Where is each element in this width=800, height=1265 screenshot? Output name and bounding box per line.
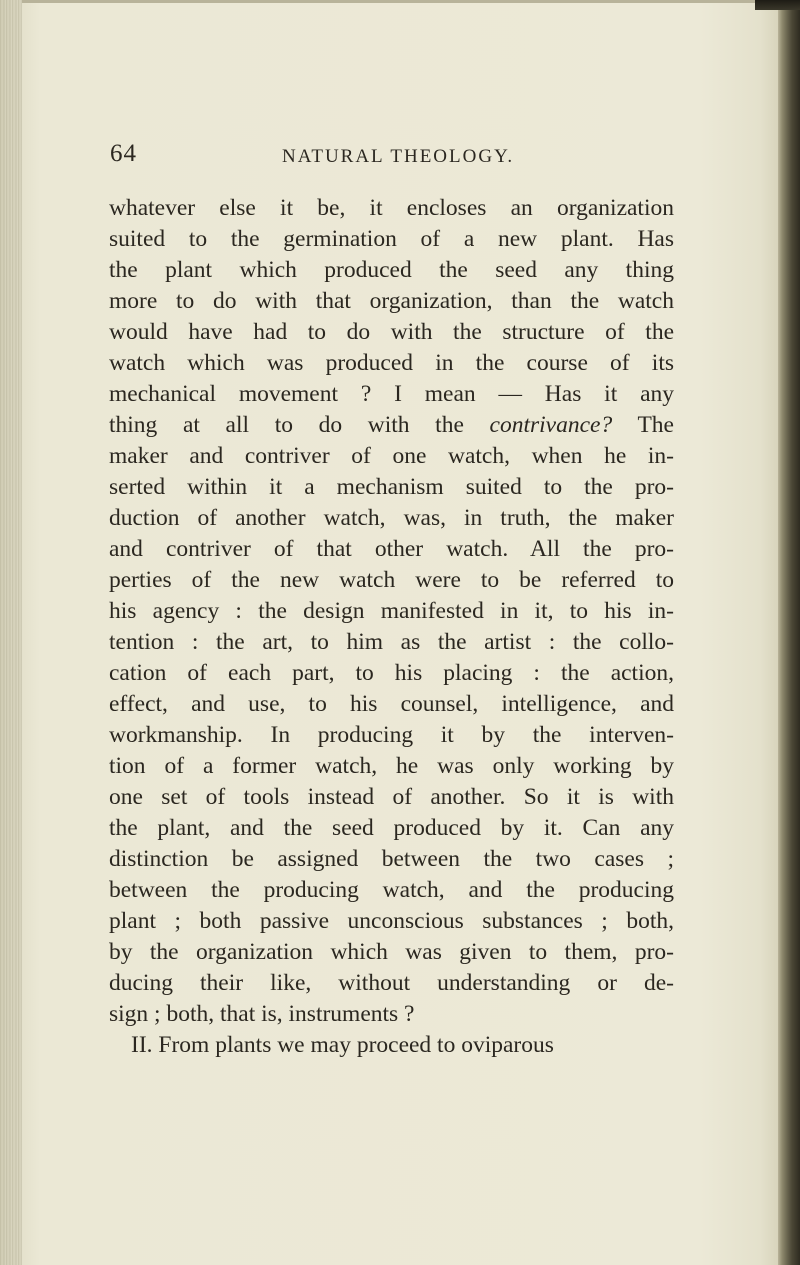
text-line: sign ; both, that is, instruments ? [109, 1001, 415, 1027]
text-line [109, 410, 674, 441]
text-line: maker and contriver of one watch, when he in- [109, 443, 674, 469]
text-line: the plant which produced the seed any thing [109, 257, 674, 283]
text-line: his agency : the design manifested in it, to his in- [109, 598, 674, 624]
emphasis-contrivance: contrivance? [489, 412, 613, 438]
text-line: distinction be assigned between the two cases ; [109, 846, 674, 872]
text-line: II. From plants we may proceed to oviparous [131, 1032, 554, 1058]
page-header [110, 140, 710, 170]
text-line: more to do with that organization, than the watch [109, 288, 674, 314]
text-line: effect, and use, to his counsel, intelligence, and [109, 691, 674, 717]
text-line: would have had to do with the structure of the [109, 319, 674, 345]
text-line: one set of tools instead of another. So it is with [109, 784, 674, 810]
text-line: plant ; both passive unconscious substances ; both, [109, 908, 674, 934]
page-corner-shadow [755, 0, 800, 10]
text-run: thing at all to do with the [109, 412, 490, 438]
running-head: NATURAL THEOLOGY. [282, 146, 515, 167]
text-line: duction of another watch, was, in truth, the maker [109, 505, 674, 531]
text-line: perties of the new watch were to be referred to [109, 567, 674, 593]
text-line: workmanship. In producing it by the interven- [109, 722, 674, 748]
body-text [109, 193, 674, 1061]
page-top-edge [22, 0, 757, 3]
text-line: serted within it a mechanism suited to the pro- [109, 474, 674, 500]
text-line: mechanical movement ? I mean — Has it any [109, 381, 674, 407]
text-line: by the organization which was given to them, pro- [109, 939, 674, 965]
text-run: The [612, 412, 674, 438]
text-line: ducing their like, without understanding or de- [109, 970, 674, 996]
text-line: cation of each part, to his placing : the action, [109, 660, 674, 686]
text-line: the plant, and the seed produced by it. Can any [109, 815, 674, 841]
page-gutter [0, 0, 22, 1265]
page-right-edge [778, 0, 800, 1265]
text-line: tion of a former watch, he was only working by [109, 753, 674, 779]
text-line: whatever else it be, it encloses an organization [109, 195, 674, 221]
text-line: and contriver of that other watch. All the pro- [109, 536, 674, 562]
text-line: tention : the art, to him as the artist : the collo- [109, 629, 674, 655]
text-line: watch which was produced in the course of its [109, 350, 674, 376]
text-line: suited to the germination of a new plant. Has [109, 226, 674, 252]
page-number: 64 [110, 140, 137, 167]
text-line: between the producing watch, and the producing [109, 877, 674, 903]
